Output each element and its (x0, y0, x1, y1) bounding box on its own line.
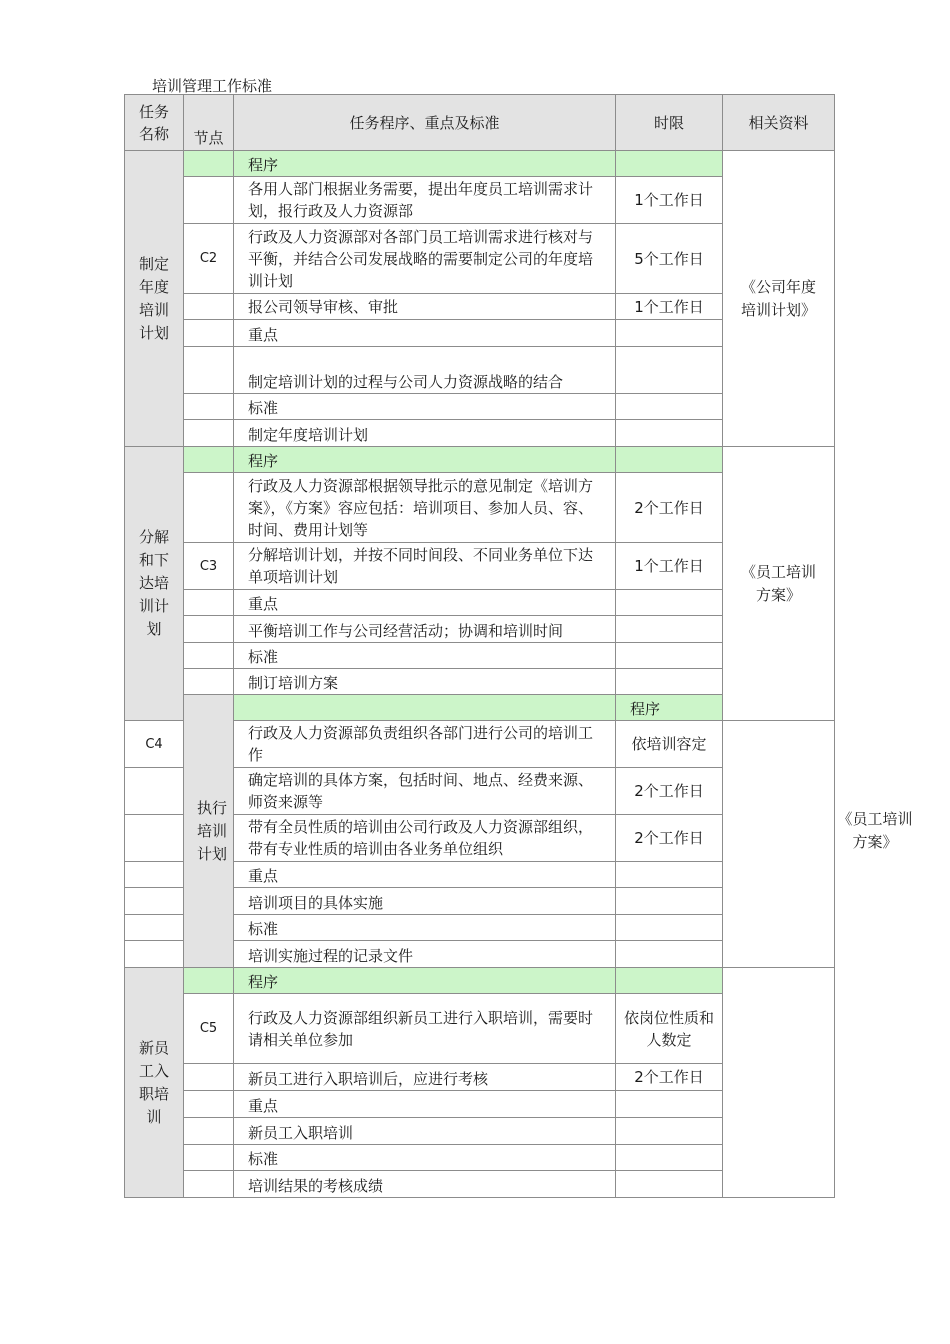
key-label: 重点 (234, 862, 616, 888)
time-limit: 依岗位性质和人数定 (616, 994, 723, 1064)
task-name-cell: 制定年度培训计划 (125, 151, 184, 447)
header-reference: 相关资料 (723, 95, 835, 151)
key-label: 重点 (234, 1091, 616, 1118)
header-time-limit: 时限 (616, 95, 723, 151)
table-row: 执行培训计划 程序 《员工培训方案》 (125, 695, 835, 721)
header-row (125, 95, 835, 151)
task-name-cell: 分解和下达培训计划 (125, 447, 184, 721)
key-text: 新员工入职培训 (234, 1118, 616, 1145)
node-cell: C3 (184, 543, 234, 590)
table-row (125, 968, 835, 994)
procedure-step: 行政及人力资源部负责组织各部门进行公司的培训工作 (234, 721, 616, 768)
node-cell: C2 (184, 224, 234, 294)
procedure-step: 新员工进行入职培训后，应进行考核 (234, 1064, 616, 1091)
key-label: 重点 (234, 590, 616, 616)
standard-text: 制定年度培训计划 (234, 420, 616, 447)
table-row (125, 151, 835, 177)
time-limit: 5个工作日 (616, 224, 723, 294)
time-limit: 2个工作日 (616, 1064, 723, 1091)
reference-cell: 《公司年度培训计划》 (723, 151, 835, 447)
procedure-step: 确定培训的具体方案，包括时间、地点、经费来源、师资来源等 (234, 768, 616, 815)
procedure-step: 报公司领导审核、审批 (234, 294, 616, 320)
procedure-step: 分解培训计划，并按不同时间段、不同业务单位下达单项培训计划 (234, 543, 616, 590)
key-text: 培训项目的具体实施 (234, 888, 616, 915)
procedure-step: 各用人部门根据业务需要，提出年度员工培训需求计划，报行政及人力资源部 (234, 177, 616, 224)
header-task-name: 任务名称 (125, 95, 184, 151)
procedure-label: 程序 (234, 968, 616, 994)
time-limit: 依培训容定 (616, 721, 723, 768)
header-node: 节点 (184, 95, 234, 151)
time-limit: 2个工作日 (616, 473, 723, 543)
procedure-step: 行政及人力资源部对各部门员工培训需求进行核对与平衡，并结合公司发展战略的需要制定公司的年度培训计划 (234, 224, 616, 294)
time-limit: 1个工作日 (616, 177, 723, 224)
time-limit: 2个工作日 (616, 815, 723, 862)
time-limit: 2个工作日 (616, 768, 723, 815)
key-text: 制定培训计划的过程与公司人力资源战略的结合 (234, 347, 616, 394)
procedure-step: 行政及人力资源部组织新员工进行入职培训，需要时请相关单位参加 (234, 994, 616, 1064)
procedure-label: 程序 (616, 695, 723, 721)
time-limit: 1个工作日 (616, 543, 723, 590)
standard-label: 标准 (234, 643, 616, 669)
key-text: 平衡培训工作与公司经营活动；协调和培训时间 (234, 616, 616, 643)
standard-label: 标准 (234, 1145, 616, 1171)
task-name-cell: 新员工入职培训 (125, 968, 184, 1198)
standard-label: 标准 (234, 394, 616, 420)
reference-cell: 《员工培训方案》 (723, 447, 835, 721)
node-cell: C4 (125, 721, 184, 768)
standard-text: 培训实施过程的记录文件 (234, 941, 616, 968)
procedure-step: 带有全员性质的培训由公司行政及人力资源部组织，带有专业性质的培训由各业务单位组织 (234, 815, 616, 862)
procedure-label: 程序 (234, 447, 616, 473)
procedure-step: 行政及人力资源部根据领导批示的意见制定《培训方案》，《方案》容应包括：培训项目、参加人员、容、时间、费用计划等 (234, 473, 616, 543)
standard-label: 标准 (234, 915, 616, 941)
procedure-label: 程序 (234, 151, 616, 177)
key-label: 重点 (234, 320, 616, 347)
reference-cell (723, 968, 835, 1198)
task-name-cell: 执行培训计划 (184, 695, 234, 968)
standards-table (124, 94, 913, 1198)
standard-text: 培训结果的考核成绩 (234, 1171, 616, 1198)
node-cell: C5 (184, 994, 234, 1064)
standard-text: 制订培训方案 (234, 669, 616, 695)
time-limit: 1个工作日 (616, 294, 723, 320)
page-title: 培训管理工作标准 (152, 77, 273, 95)
table-row (125, 447, 835, 473)
header-procedure: 任务程序、重点及标准 (234, 95, 616, 151)
